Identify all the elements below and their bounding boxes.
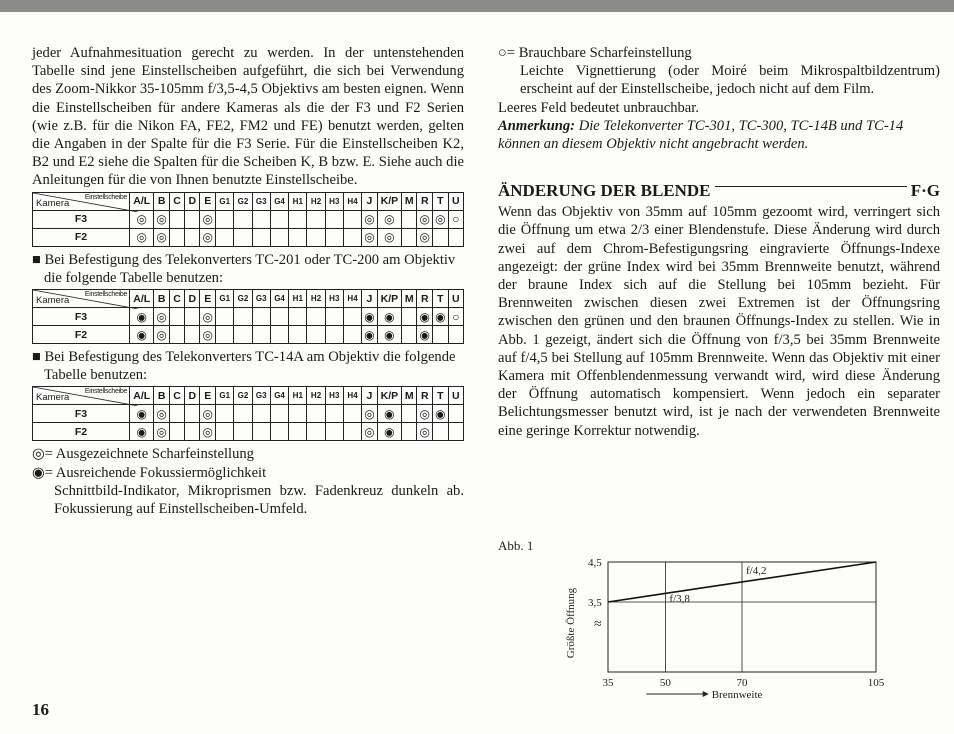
rating-cell: ◉ [130, 326, 154, 344]
rating-cell [185, 308, 200, 326]
teleconverter-note [498, 117, 940, 153]
legend-sufficient: ◉= Ausreichende Fokussiermöglichkeit [32, 464, 267, 481]
focusing-screen-table-2 [32, 289, 464, 344]
rating-cell: ◎ [154, 326, 170, 344]
table-row [33, 308, 464, 326]
rating-cell [185, 326, 200, 344]
rating-cell [216, 308, 234, 326]
rating-cell [325, 228, 343, 246]
column-header: U [448, 192, 463, 210]
axis-break-marker: ≈ [594, 617, 602, 632]
aperture-chart [498, 536, 918, 716]
table-row [33, 210, 464, 228]
corner-camera-label: Kamera [36, 392, 70, 404]
y-tick-label: 4,5 [588, 557, 602, 569]
rating-cell [270, 326, 288, 344]
rating-cell [433, 326, 449, 344]
table-corner-cell [33, 290, 130, 308]
rating-cell [343, 308, 361, 326]
y-axis-label: Größte Öffnung [565, 587, 577, 659]
column-header: A/L [130, 290, 154, 308]
x-axis-arrow-head [703, 691, 709, 697]
camera-label: F3 [33, 210, 130, 228]
column-header: D [185, 192, 200, 210]
table-row [33, 405, 464, 423]
page-number: 16 [32, 700, 49, 719]
column-header: H4 [343, 387, 361, 405]
column-header: M [402, 290, 417, 308]
table-row [33, 228, 464, 246]
figure-abb-1 [498, 536, 918, 716]
rating-cell: ○ [448, 210, 463, 228]
column-header: A/L [130, 192, 154, 210]
rating-cell [325, 326, 343, 344]
x-tick-label: 70 [736, 677, 748, 689]
rating-cell: ◎ [130, 228, 154, 246]
column-header: M [402, 387, 417, 405]
rating-cell [289, 326, 307, 344]
rating-cell [252, 228, 270, 246]
rating-cell: ◉ [417, 326, 433, 344]
column-header: H3 [325, 290, 343, 308]
column-header: U [448, 290, 463, 308]
rating-cell [433, 228, 449, 246]
column-header: R [417, 387, 433, 405]
column-header: G2 [234, 290, 252, 308]
rating-cell [307, 326, 325, 344]
camera-label: F2 [33, 228, 130, 246]
rating-cell [402, 308, 417, 326]
figure-title: Abb. 1 [498, 538, 534, 553]
legend-excellent: ◎= Ausgezeichnete Scharfeinstellung [32, 446, 254, 463]
column-header: H3 [325, 192, 343, 210]
rating-cell [343, 210, 361, 228]
legend-sufficient-detail: Schnittbild-Indikator, Mikroprismen bzw. Fadenkreuz dunkeln ab. Fokussierung auf Einstellscheiben-Umfeld. [54, 482, 464, 518]
rating-cell: ◉ [130, 423, 154, 441]
rating-cell: ◎ [417, 228, 433, 246]
rating-cell: ◎ [200, 210, 216, 228]
rating-cell [216, 423, 234, 441]
rating-cell [169, 326, 184, 344]
rating-cell: ◉ [377, 308, 401, 326]
x-tick-label: 35 [602, 677, 614, 689]
column-header: E [200, 290, 216, 308]
rating-cell: ◎ [362, 210, 378, 228]
rating-cell [289, 308, 307, 326]
rating-cell [448, 405, 463, 423]
bullet-tc201: ■ Bei Befestigung des Telekonverters TC-201 oder TC-200 am Objektiv die folgende Tabelle benutzen: [32, 251, 456, 286]
column-header: C [169, 192, 184, 210]
point-annotation: f/4,2 [746, 565, 767, 577]
rating-cell: ◉ [362, 326, 378, 344]
column-header: G4 [270, 192, 288, 210]
rating-cell [185, 423, 200, 441]
rating-cell [325, 308, 343, 326]
rating-cell [343, 423, 361, 441]
column-header: K/P [377, 290, 401, 308]
rating-cell: ◎ [154, 308, 170, 326]
rating-cell [270, 405, 288, 423]
rating-cell [307, 423, 325, 441]
note-text: Die Telekonverter TC-301, TC-300, TC-14B und TC-14 können an diesem Objektiv nicht angebracht werden. [498, 117, 904, 153]
section-tag: F·G [910, 181, 940, 201]
rating-cell [270, 210, 288, 228]
camera-label: F2 [33, 326, 130, 344]
rating-cell: ◉ [130, 405, 154, 423]
column-header: H1 [289, 192, 307, 210]
rating-cell [325, 423, 343, 441]
rating-cell [289, 405, 307, 423]
rating-cell: ◉ [377, 423, 401, 441]
rating-cell [289, 423, 307, 441]
column-header: H2 [307, 192, 325, 210]
column-header: M [402, 192, 417, 210]
rating-cell [402, 405, 417, 423]
rating-cell [169, 423, 184, 441]
rating-cell [234, 210, 252, 228]
rating-cell [252, 405, 270, 423]
rating-cell: ◉ [433, 308, 449, 326]
column-header: G4 [270, 290, 288, 308]
rating-cell [252, 308, 270, 326]
focusing-screen-table-3 [32, 386, 464, 441]
rating-cell: ◎ [377, 228, 401, 246]
column-header: G2 [234, 387, 252, 405]
table-row [33, 423, 464, 441]
rating-cell [270, 228, 288, 246]
rating-cell [433, 423, 449, 441]
column-header: R [417, 290, 433, 308]
rating-cell: ○ [448, 308, 463, 326]
intro-paragraph: jeder Aufnahmesituation gerecht zu werden. In der untenstehenden Tabelle sind jene Einstellscheiben aufgeführt, die sich bei Verwendung des Zoom-Nikkor 35-105mm f/3,5-4,5 Objektivs am besten eignen. Wenn die Einstellscheiben für andere Kameras als die der F3 und F2 Serien (wie z.B. für die Nikon FA, FE2, FM2 und FE) benutzt werden, gelten die Angaben in der Spalte für die F3 Serie. Für die Einstellscheiben K2, B2 und E2 siehe die Spalten für die Scheiben K, B bzw. E. Siehe auch die Anleitungen für die von Ihnen benutzte Einstellscheibe. [32, 45, 464, 189]
column-header: C [169, 387, 184, 405]
rating-cell [252, 210, 270, 228]
heading-rule [715, 186, 907, 187]
rating-cell: ◉ [417, 308, 433, 326]
camera-label: F3 [33, 405, 130, 423]
left-column [32, 44, 464, 518]
rating-cell [343, 228, 361, 246]
rating-cell [325, 210, 343, 228]
column-header: B [154, 192, 170, 210]
table-corner-cell [33, 192, 130, 210]
rating-cell: ◎ [154, 405, 170, 423]
rating-cell: ◎ [433, 210, 449, 228]
rating-cell [343, 326, 361, 344]
rating-cell [270, 423, 288, 441]
column-header: T [433, 192, 449, 210]
rating-cell: ◎ [200, 423, 216, 441]
rating-cell [448, 423, 463, 441]
column-header: J [362, 192, 378, 210]
rating-cell [252, 326, 270, 344]
bullet-tc14a: ■ Bei Befestigung des Telekonverters TC-14A am Objektiv die folgende Tabelle benutzen: [32, 349, 456, 384]
corner-camera-label: Kamera [36, 197, 70, 209]
column-header: B [154, 387, 170, 405]
rating-cell [169, 308, 184, 326]
corner-screen-label: Einstellscheibe [84, 291, 128, 299]
rating-cell: ◎ [154, 423, 170, 441]
rating-cell: ◎ [377, 210, 401, 228]
rating-cell [169, 210, 184, 228]
camera-label: F2 [33, 423, 130, 441]
rating-cell [216, 228, 234, 246]
column-header: R [417, 192, 433, 210]
column-header: G1 [216, 192, 234, 210]
rating-cell [234, 308, 252, 326]
section-title: ÄNDERUNG DER BLENDE [498, 181, 711, 201]
rating-cell [307, 210, 325, 228]
rating-cell: ◉ [130, 308, 154, 326]
rating-cell: ◎ [154, 228, 170, 246]
rating-cell [169, 405, 184, 423]
column-header: H4 [343, 192, 361, 210]
note-label: Anmerkung: [498, 117, 576, 134]
rating-cell [307, 405, 325, 423]
y-tick-label: 3,5 [588, 597, 602, 609]
rating-cell [448, 228, 463, 246]
column-header: H1 [289, 387, 307, 405]
column-header: D [185, 290, 200, 308]
column-header: E [200, 387, 216, 405]
rating-cell [185, 228, 200, 246]
column-header: G3 [252, 387, 270, 405]
rating-cell: ◉ [377, 405, 401, 423]
legend-usable-detail: Leichte Vignettierung (oder Moiré beim Mikrospaltbildzentrum) erscheint auf der Einstellscheibe, jedoch nicht auf dem Film. [520, 63, 940, 98]
x-tick-label: 105 [867, 677, 885, 689]
rating-cell [402, 228, 417, 246]
column-header: G3 [252, 290, 270, 308]
rating-cell [307, 308, 325, 326]
rating-cell [402, 326, 417, 344]
rating-cell [169, 228, 184, 246]
column-header: K/P [377, 387, 401, 405]
section-heading [498, 181, 940, 201]
camera-label: F3 [33, 308, 130, 326]
column-header: T [433, 290, 449, 308]
x-tick-label: 50 [659, 677, 671, 689]
point-annotation: f/3,8 [669, 593, 690, 605]
rating-cell [234, 423, 252, 441]
corner-screen-label: Einstellscheibe [84, 388, 128, 396]
column-header: H1 [289, 290, 307, 308]
column-header: H2 [307, 290, 325, 308]
legend-usable: ○= Brauchbare Scharfeinstellung [498, 45, 692, 61]
column-header: E [200, 192, 216, 210]
rating-cell: ◎ [200, 405, 216, 423]
rating-cell [307, 228, 325, 246]
rating-cell: ◎ [417, 405, 433, 423]
column-header: G4 [270, 387, 288, 405]
rating-cell [343, 405, 361, 423]
rating-cell: ◎ [417, 210, 433, 228]
page-top-bar [0, 0, 954, 12]
rating-cell: ◎ [362, 228, 378, 246]
column-header: D [185, 387, 200, 405]
rating-cell: ◎ [130, 210, 154, 228]
rating-cell [216, 210, 234, 228]
rating-cell: ◎ [362, 423, 378, 441]
column-header: T [433, 387, 449, 405]
rating-cell [289, 210, 307, 228]
corner-screen-label: Einstellscheibe [84, 193, 128, 201]
table-row [33, 326, 464, 344]
rating-cell [252, 423, 270, 441]
column-header: A/L [130, 387, 154, 405]
rating-cell [448, 326, 463, 344]
right-column [498, 44, 940, 440]
column-header: G3 [252, 192, 270, 210]
section-paragraph: Wenn das Objektiv von 35mm auf 105mm gezoomt wird, verringert sich die Öffnung um etwa 2/3 einer Blendenstufe. Diese Änderung wird durch zwei auf dem Chrom-Befestigungsring eingravierte Öffnungs-Indexe angezeigt: der grüne Index wird bei 35mm Brennweite benutzt, während der braune Index sich auf die Stellung bei 105mm bezieht. Für Brennweiten zwischen diesen zwei Extremen ist der Öffnungsring zwischen den grünen und den braunen Öffnungs-Index zu stellen. Wie in Abb. 1 gezeigt, ändert sich die Öffnung von f/3,5 bei 35mm Brennweite auf f/4,5 bei Stellung auf 105mm Brennweite. Wenn das Objektiv mit einer Kamera mit Offenblendenmessung verwandt wird, wird diese Änderung der Öffnung automatisch kompensiert. Wenn jedoch ein separater Belichtungsmesser benutzt wird, ist je nach der verwendeten Brennweite eine geringe Korrektur notwendig. [498, 204, 940, 439]
column-header: H4 [343, 290, 361, 308]
rating-cell [402, 423, 417, 441]
rating-cell [216, 326, 234, 344]
column-header: G1 [216, 387, 234, 405]
column-header: C [169, 290, 184, 308]
rating-cell: ◎ [200, 228, 216, 246]
x-axis-label: Brennweite [711, 689, 763, 701]
column-header: H3 [325, 387, 343, 405]
rating-cell: ◎ [417, 423, 433, 441]
rating-cell: ◉ [433, 405, 449, 423]
column-header: K/P [377, 192, 401, 210]
rating-cell: ◉ [362, 308, 378, 326]
table-corner-cell [33, 387, 130, 405]
column-header: J [362, 290, 378, 308]
rating-cell [185, 405, 200, 423]
rating-cell: ◎ [362, 405, 378, 423]
rating-cell: ◎ [154, 210, 170, 228]
rating-cell [216, 405, 234, 423]
rating-cell [402, 210, 417, 228]
rating-cell [185, 210, 200, 228]
corner-camera-label: Kamera [36, 295, 70, 307]
rating-cell [325, 405, 343, 423]
column-header: H2 [307, 387, 325, 405]
focusing-screen-table-1 [32, 192, 464, 247]
column-header: G2 [234, 192, 252, 210]
rating-cell: ◉ [377, 326, 401, 344]
column-header: J [362, 387, 378, 405]
rating-cell [270, 308, 288, 326]
rating-cell [234, 326, 252, 344]
column-header: B [154, 290, 170, 308]
rating-cell [234, 405, 252, 423]
rating-cell: ◎ [200, 326, 216, 344]
rating-cell: ◎ [200, 308, 216, 326]
rating-cell [234, 228, 252, 246]
rating-cell [289, 228, 307, 246]
legend-empty: Leeres Feld bedeutet unbrauchbar. [498, 99, 699, 116]
column-header: G1 [216, 290, 234, 308]
column-header: U [448, 387, 463, 405]
